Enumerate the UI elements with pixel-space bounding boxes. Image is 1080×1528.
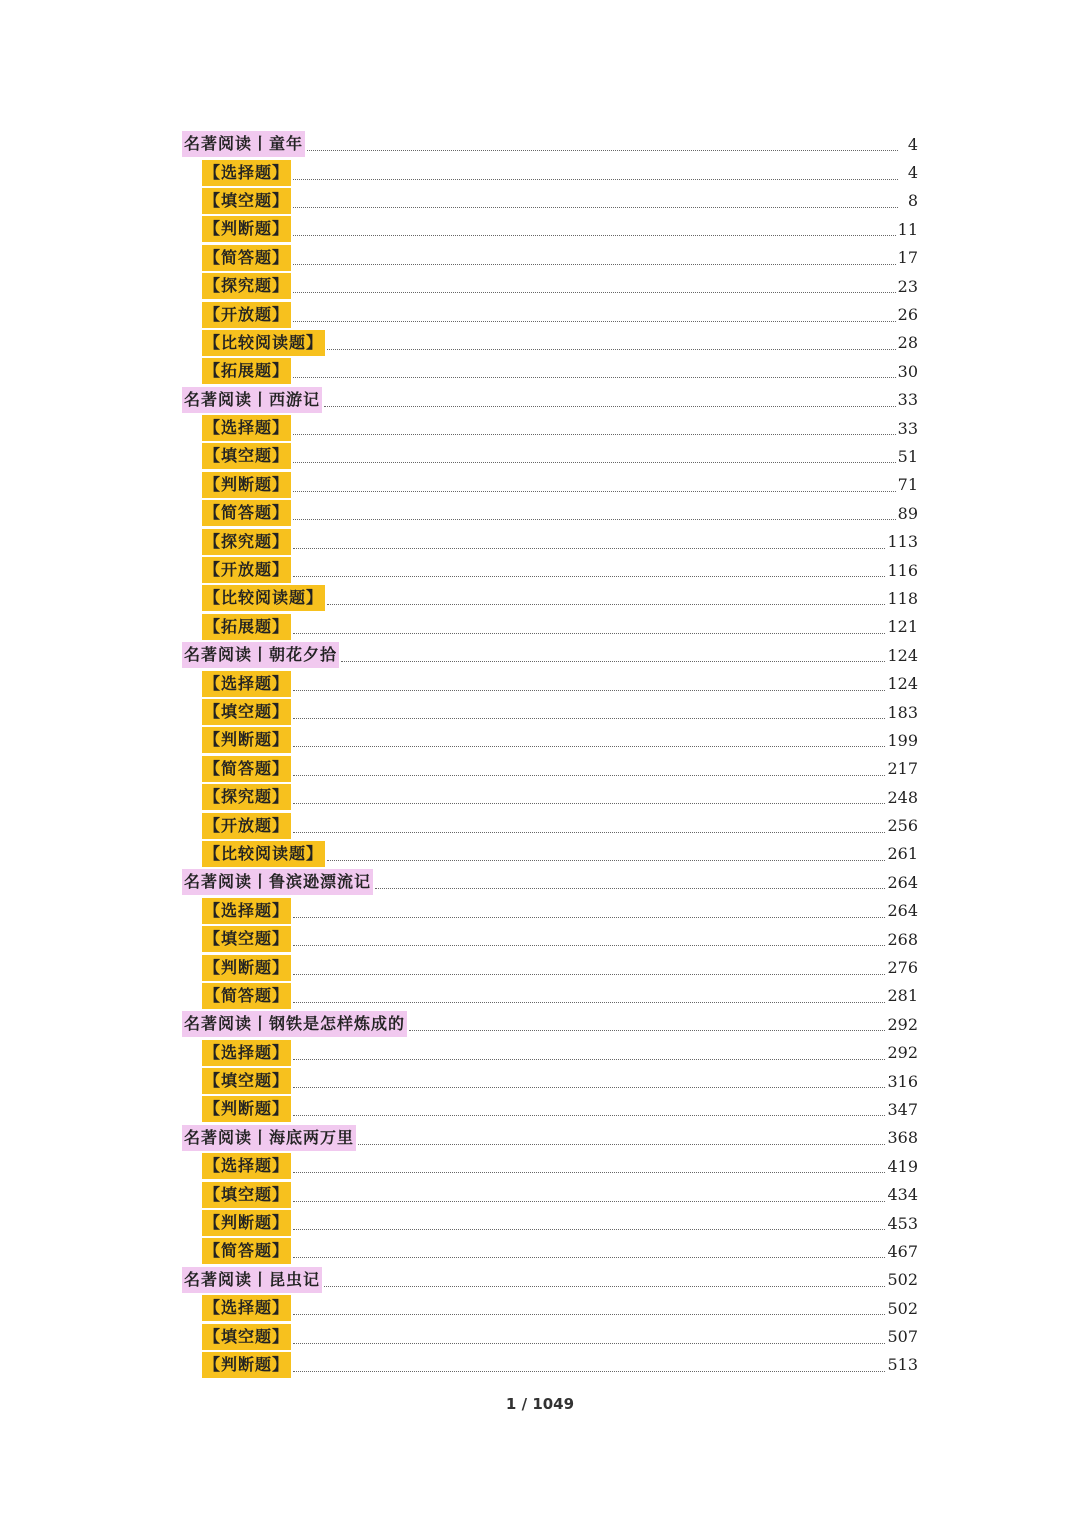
toc-section-entry[interactable] — [182, 471, 918, 499]
toc-section-entry[interactable] — [182, 982, 918, 1010]
dot-leader — [293, 320, 896, 322]
toc-chapter-entry[interactable] — [182, 386, 918, 414]
toc-page-number: 368 — [887, 1128, 918, 1148]
dot-leader — [293, 263, 896, 265]
toc-entry-label: 【简答题】 — [202, 983, 291, 1009]
toc-entry-label: 【比较阅读题】 — [202, 585, 325, 611]
toc-section-entry[interactable] — [182, 414, 918, 442]
toc-page-number: 256 — [887, 816, 918, 836]
toc-entry-label: 【填空题】 — [202, 1068, 291, 1094]
toc-section-entry[interactable] — [182, 669, 918, 697]
dot-leader — [293, 178, 898, 180]
toc-page-number: 347 — [887, 1099, 918, 1119]
toc-section-entry[interactable] — [182, 840, 918, 868]
toc-entry-label: 【判断题】 — [202, 955, 291, 981]
toc-entry-label: 【比较阅读题】 — [202, 330, 325, 356]
toc-page-number: 23 — [897, 276, 918, 296]
toc-page-number: 30 — [897, 361, 918, 381]
dot-leader — [307, 149, 898, 151]
dot-leader — [341, 660, 885, 662]
table-of-contents — [182, 130, 918, 1379]
toc-page-number: 4 — [907, 134, 918, 154]
toc-page-number: 124 — [887, 645, 918, 665]
dot-leader — [293, 490, 896, 492]
toc-entry-label: 【选择题】 — [202, 160, 291, 186]
toc-page-number: 507 — [887, 1327, 918, 1347]
toc-page-number: 502 — [887, 1298, 918, 1318]
dot-leader — [293, 1200, 885, 1202]
toc-entry-label: 【填空题】 — [202, 926, 291, 952]
toc-page-number: 51 — [897, 446, 918, 466]
toc-entry-label: 【拓展题】 — [202, 614, 291, 640]
dot-leader — [327, 603, 885, 605]
toc-entry-label: 【判断题】 — [202, 1096, 291, 1122]
toc-entry-label: 【选择题】 — [202, 1040, 291, 1066]
dot-leader — [293, 1342, 885, 1344]
toc-entry-label: 【简答题】 — [202, 245, 291, 271]
toc-section-entry[interactable] — [182, 244, 918, 272]
toc-entry-label: 【填空题】 — [202, 443, 291, 469]
toc-page-number: 118 — [887, 588, 918, 608]
dot-leader — [293, 1001, 885, 1003]
toc-page-number: 434 — [887, 1185, 918, 1205]
toc-entry-label: 【开放题】 — [202, 813, 291, 839]
toc-section-entry[interactable] — [182, 329, 918, 357]
toc-entry-label: 名著阅读丨朝花夕拾 — [182, 642, 339, 668]
toc-page-number: 28 — [897, 333, 918, 353]
toc-page-number: 33 — [897, 390, 918, 410]
dot-leader — [293, 376, 896, 378]
toc-entry-label: 【探究题】 — [202, 529, 291, 555]
toc-entry-label: 【选择题】 — [202, 1153, 291, 1179]
page-indicator — [0, 1395, 1080, 1413]
toc-chapter-entry[interactable] — [182, 1010, 918, 1038]
toc-page-number: 121 — [887, 617, 918, 637]
toc-page-number: 33 — [897, 418, 918, 438]
toc-page-number: 89 — [897, 503, 918, 523]
toc-entry-label: 【简答题】 — [202, 756, 291, 782]
toc-entry-label: 【比较阅读题】 — [202, 841, 325, 867]
toc-entry-label: 【填空题】 — [202, 699, 291, 725]
toc-page-number: 453 — [887, 1213, 918, 1233]
toc-page-number: 26 — [897, 305, 918, 325]
dot-leader — [327, 859, 885, 861]
toc-page-number: 281 — [887, 986, 918, 1006]
toc-chapter-entry[interactable] — [182, 1124, 918, 1152]
toc-page-number: 248 — [887, 787, 918, 807]
dot-leader — [293, 547, 885, 549]
dot-leader — [293, 433, 896, 435]
toc-section-entry[interactable] — [182, 1152, 918, 1180]
toc-page-number: 513 — [887, 1355, 918, 1375]
toc-entry-label: 名著阅读丨昆虫记 — [182, 1267, 322, 1293]
dot-leader — [293, 689, 885, 691]
dot-leader — [293, 518, 896, 520]
toc-page-number: 292 — [887, 1043, 918, 1063]
toc-section-entry[interactable] — [182, 1322, 918, 1350]
toc-entry-label: 名著阅读丨西游记 — [182, 387, 322, 413]
toc-entry-label: 名著阅读丨鲁滨逊漂流记 — [182, 869, 373, 895]
toc-entry-label: 【拓展题】 — [202, 358, 291, 384]
toc-section-entry[interactable] — [182, 811, 918, 839]
toc-chapter-entry[interactable] — [182, 130, 918, 158]
toc-page-number: 292 — [887, 1014, 918, 1034]
toc-entry-label: 【选择题】 — [202, 898, 291, 924]
dot-leader — [293, 461, 896, 463]
toc-page-number: 502 — [887, 1270, 918, 1290]
dot-leader — [293, 916, 885, 918]
toc-entry-label: 【判断题】 — [202, 1210, 291, 1236]
toc-section-entry[interactable] — [182, 925, 918, 953]
toc-section-entry[interactable] — [182, 953, 918, 981]
toc-section-entry[interactable] — [182, 442, 918, 470]
dot-leader — [324, 1285, 885, 1287]
toc-page-number: 124 — [887, 674, 918, 694]
toc-section-entry[interactable] — [182, 527, 918, 555]
dot-leader — [293, 234, 896, 236]
toc-page-number: 276 — [887, 958, 918, 978]
toc-section-entry[interactable] — [182, 300, 918, 328]
toc-section-entry[interactable] — [182, 1237, 918, 1265]
toc-section-entry[interactable] — [182, 1209, 918, 1237]
toc-page-number: 217 — [887, 759, 918, 779]
toc-chapter-entry[interactable] — [182, 641, 918, 669]
dot-leader — [293, 291, 896, 293]
dot-leader — [293, 774, 885, 776]
dot-leader — [327, 348, 896, 350]
dot-leader — [375, 887, 885, 889]
toc-entry-label: 【简答题】 — [202, 1238, 291, 1264]
toc-entry-label: 名著阅读丨童年 — [182, 131, 305, 157]
toc-section-entry[interactable] — [182, 1351, 918, 1379]
total-pages: 1049 — [532, 1395, 575, 1413]
dot-leader — [409, 1029, 885, 1031]
toc-page-number: 11 — [897, 219, 918, 239]
toc-page-number: 264 — [887, 872, 918, 892]
current-page-number: 1 — [505, 1395, 517, 1413]
toc-section-entry[interactable] — [182, 698, 918, 726]
toc-entry-label: 【选择题】 — [202, 415, 291, 441]
dot-leader — [293, 802, 885, 804]
toc-page-number: 268 — [887, 929, 918, 949]
toc-page-number: 71 — [897, 475, 918, 495]
toc-page-number: 8 — [907, 191, 918, 211]
toc-page-number: 419 — [887, 1156, 918, 1176]
toc-entry-label: 【探究题】 — [202, 784, 291, 810]
toc-entry-label: 【探究题】 — [202, 273, 291, 299]
toc-entry-label: 【填空题】 — [202, 188, 291, 214]
toc-entry-label: 名著阅读丨海底两万里 — [182, 1125, 356, 1151]
dot-leader — [293, 1313, 885, 1315]
dot-leader — [293, 745, 885, 747]
toc-section-entry[interactable] — [182, 499, 918, 527]
toc-page-number: 467 — [887, 1241, 918, 1261]
toc-page-number: 199 — [887, 730, 918, 750]
dot-leader — [293, 1256, 885, 1258]
toc-section-entry[interactable] — [182, 783, 918, 811]
toc-section-entry[interactable] — [182, 158, 918, 186]
dot-leader — [293, 1058, 885, 1060]
toc-section-entry[interactable] — [182, 1294, 918, 1322]
toc-section-entry[interactable] — [182, 584, 918, 612]
page-separator: / — [521, 1395, 528, 1413]
toc-section-entry[interactable] — [182, 613, 918, 641]
dot-leader — [293, 973, 885, 975]
dot-leader — [293, 206, 898, 208]
dot-leader — [293, 831, 885, 833]
toc-section-entry[interactable] — [182, 187, 918, 215]
toc-entry-label: 【选择题】 — [202, 1295, 291, 1321]
toc-page-number: 116 — [887, 560, 918, 580]
toc-chapter-entry[interactable] — [182, 1266, 918, 1294]
toc-entry-label: 【开放题】 — [202, 302, 291, 328]
dot-leader — [293, 1114, 885, 1116]
toc-entry-label: 名著阅读丨钢铁是怎样炼成的 — [182, 1011, 407, 1037]
toc-entry-label: 【判断题】 — [202, 216, 291, 242]
toc-entry-label: 【填空题】 — [202, 1324, 291, 1350]
toc-section-entry[interactable] — [182, 1095, 918, 1123]
toc-section-entry[interactable] — [182, 1180, 918, 1208]
toc-section-entry[interactable] — [182, 556, 918, 584]
dot-leader — [293, 632, 885, 634]
dot-leader — [293, 1086, 885, 1088]
dot-leader — [293, 717, 885, 719]
toc-entry-label: 【简答题】 — [202, 500, 291, 526]
dot-leader — [324, 405, 896, 407]
toc-section-entry[interactable] — [182, 272, 918, 300]
dot-leader — [293, 944, 885, 946]
toc-entry-label: 【判断题】 — [202, 727, 291, 753]
toc-section-entry[interactable] — [182, 1067, 918, 1095]
toc-chapter-entry[interactable] — [182, 868, 918, 896]
toc-section-entry[interactable] — [182, 755, 918, 783]
toc-section-entry[interactable] — [182, 1039, 918, 1067]
toc-section-entry[interactable] — [182, 726, 918, 754]
toc-page-number: 113 — [887, 532, 918, 552]
dot-leader — [293, 1370, 885, 1372]
toc-section-entry[interactable] — [182, 357, 918, 385]
dot-leader — [358, 1143, 885, 1145]
dot-leader — [293, 1228, 885, 1230]
toc-entry-label: 【开放题】 — [202, 557, 291, 583]
toc-entry-label: 【判断题】 — [202, 1352, 291, 1378]
toc-page-number: 261 — [887, 844, 918, 864]
toc-page-number: 264 — [887, 901, 918, 921]
toc-entry-label: 【填空题】 — [202, 1182, 291, 1208]
dot-leader — [293, 575, 885, 577]
toc-entry-label: 【判断题】 — [202, 472, 291, 498]
toc-page-number: 183 — [887, 702, 918, 722]
toc-section-entry[interactable] — [182, 897, 918, 925]
dot-leader — [293, 1171, 885, 1173]
toc-page-number: 4 — [907, 163, 918, 183]
toc-page-number: 17 — [897, 248, 918, 268]
toc-entry-label: 【选择题】 — [202, 671, 291, 697]
toc-page-number: 316 — [887, 1071, 918, 1091]
toc-section-entry[interactable] — [182, 215, 918, 243]
